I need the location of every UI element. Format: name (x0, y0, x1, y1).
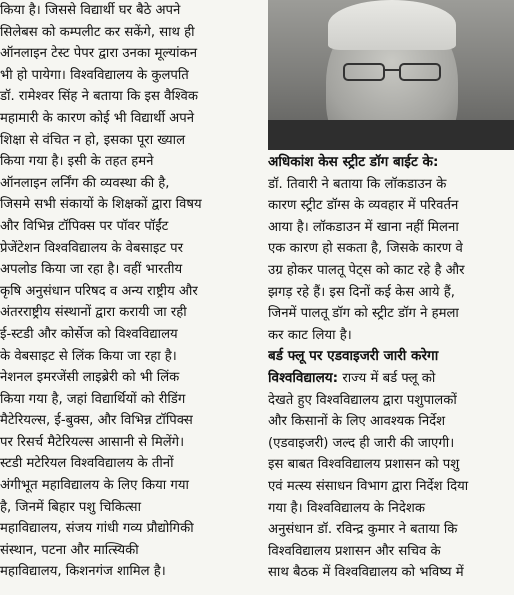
paragraph-street-dog (268, 174, 514, 347)
text-line: महाविद्यालय, संजय गांधी गव्य प्रौद्योगिकी (0, 521, 194, 537)
text-line: विश्वविद्यालय प्रशासन और सचिव के (268, 543, 441, 559)
text-line: ई-स्टडी और कोर्सेज को विश्वविद्यालय (0, 326, 178, 342)
text-line: मैटेरियल्स, ई-बुक्स, और विभिन्न टॉपिक्स (0, 413, 193, 429)
text-line: कृषि अनुसंधान परिषद व अन्य राष्ट्रीय और (0, 283, 198, 299)
section-heading-bird-flu-cont: विश्वविद्यालय: (268, 369, 339, 386)
text-line: प्रेजेंटेशन विश्वविद्यालय के वेबसाइट पर (0, 240, 184, 256)
text-line: एक कारण हो सकता है, जिसके कारण वे (268, 241, 463, 257)
text-line: देखते हुए विश्वविद्यालय द्वारा पशुपालकों (268, 392, 457, 408)
text-line: अंतरराष्ट्रीय संस्थानों द्वारा करायी जा रही (0, 305, 187, 321)
text-line: (एडवाइजरी) जल्द ही जारी की जाएगी। (268, 435, 455, 451)
text-line: है, जिनमें बिहार पशु चिकित्सा (0, 499, 142, 515)
text-line: कर काट लिया है। (268, 327, 352, 343)
section-heading-bird-flu: बर्ड फ्लू पर एडवाइजरी जारी करेगा (268, 348, 439, 365)
text-line: महाविद्यालय, किशनगंज शामिल है। (0, 564, 166, 580)
text-line: नेशनल इमरजेंसी लाइब्रेरी को भी लिंक (0, 370, 180, 386)
text-line: डॉ. तिवारी ने बताया कि लॉकडाउन के (268, 176, 447, 192)
text-line: गया है। विश्वविद्यालय के निदेशक (268, 500, 425, 516)
text-line: के वेबसाइट से लिंक किया जा रहा है। (0, 348, 177, 364)
text-line: झगड़ रहे हैं। इस दिनों कई केस आये हैं, (268, 284, 455, 300)
text-line: संस्थान, पटना और मात्स्यिकी (0, 542, 139, 558)
text-line: जिसमे सभी संकायों के शिक्षकों द्वारा विषय (0, 197, 202, 213)
section-heading-street-dog: अधिकांश केस स्ट्रीट डॉग बाईट के: (268, 154, 439, 170)
text-line: महामारी के कारण कोई भी विद्यार्थी अपने (0, 110, 195, 126)
text-line: ऑनलाइन टेस्ट पेपर द्वारा उनका मूल्यांकन (0, 46, 198, 62)
text-line: आया है। लॉकडाउन में खाना नहीं मिलना (268, 219, 459, 235)
text-line: और विभिन्न टॉपिक्स पर पॉवर पॉईंट (0, 218, 169, 234)
text-line: पर रिसर्च मैटेरियल्स आसानी से मिलेंगे। (0, 434, 185, 450)
text-line: और किसानों के लिए आवश्यक निर्देश (268, 414, 446, 430)
text-line: किया है। जिससे विद्यार्थी घर बैठे अपने (0, 3, 181, 18)
text-line: स्टडी मटेरियल विश्वविद्यालय के तीनों (0, 456, 174, 472)
right-column (268, 0, 514, 584)
text-line: अंगीभूत महाविद्यालय के लिए किया गया (0, 478, 189, 494)
text-line: साथ बैठक में विश्वविद्यालय को भविष्य में (268, 565, 464, 581)
bird-flu-lead-text: राज्य में बर्ड फ्लू को (342, 370, 436, 386)
text-line: अपलोड किया जा रहा है। वहीं भारतीय (0, 262, 183, 278)
text-line: अनुसंधान डॉ. रविन्द्र कुमार ने बताया कि (268, 522, 458, 538)
text-line: सिलेबस को कम्पलीट कर सकेंगे, साथ ही (0, 24, 195, 40)
text-line: ऑनलाइन लर्निंग की व्यवस्था की है, (0, 175, 170, 191)
text-line: उग्र होकर पालतू पेट्स को काट रहे है और (268, 262, 465, 278)
text-line: भी हो पायेगा। विश्वविद्यालय के कुलपति (0, 67, 189, 83)
left-column (0, 0, 262, 583)
paragraph-bird-flu (268, 390, 514, 584)
text-line: जिनमें पालतू डॉग को स्ट्रीट डॉग ने हमला (268, 306, 459, 322)
bird-flu-lead-line (268, 368, 514, 390)
text-line: इस बाबत विश्वविद्यालय प्रशासन को पशु (268, 457, 460, 473)
text-line: एवं मत्स्य संसाधन विभाग द्वारा निर्देश दिया (268, 478, 469, 494)
text-line: डॉ. रामेश्वर सिंह ने बताया कि इस वैश्विक (0, 89, 198, 105)
text-line: कारण स्ट्रीट डॉग्स के व्यवहार में परिवर्तन (268, 198, 459, 214)
text-line: किया गया है। इसी के तहत हमने (0, 154, 154, 170)
text-line: किया गया है, जहां विद्यार्थियों को रीडिंग (0, 391, 186, 407)
text-line: शिक्षा से वंचित न हो, इसका पूरा ख्याल (0, 132, 186, 148)
